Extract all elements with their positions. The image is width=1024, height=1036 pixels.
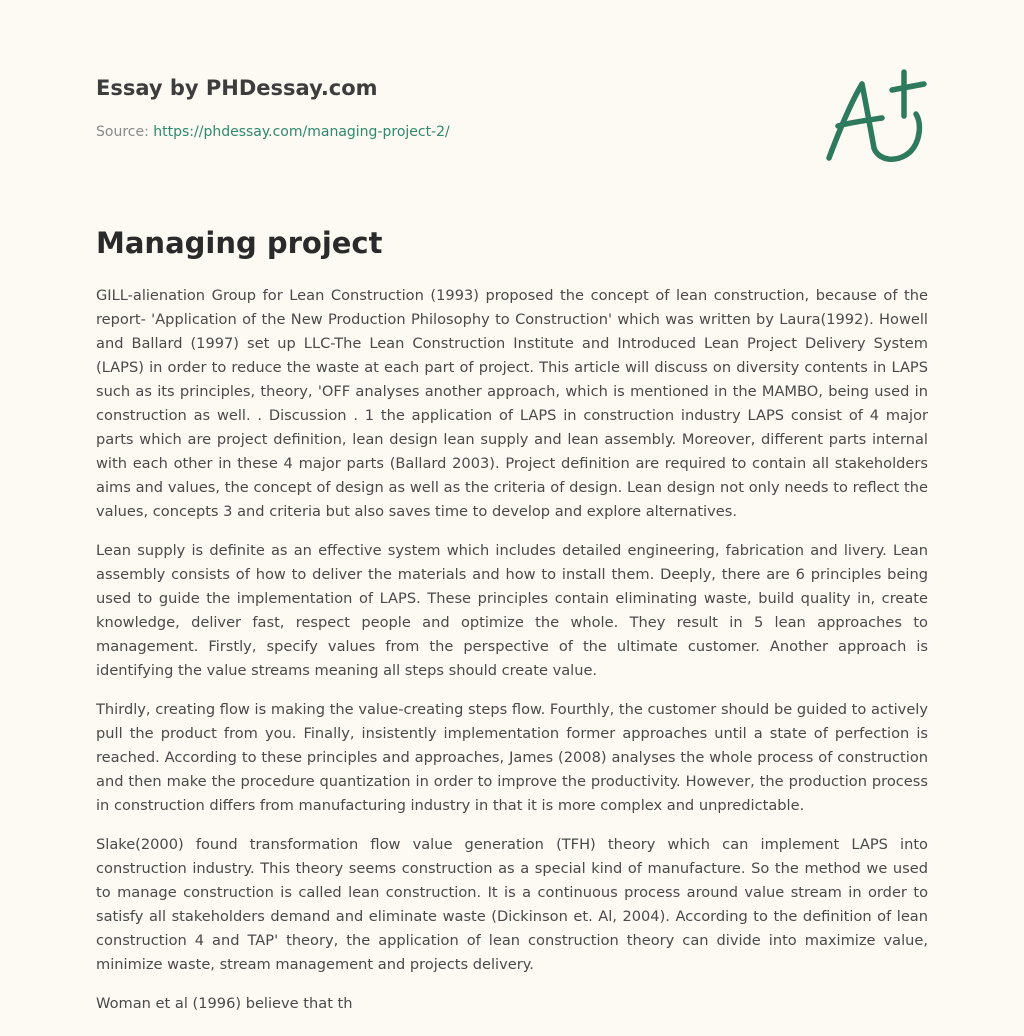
essay-paragraph: Woman et al (1996) believe that th [96,995,353,1012]
a-plus-logo-icon [818,64,934,168]
essay-title: Managing project [96,226,383,260]
source-label: Source: [96,124,154,140]
source-link[interactable]: https://phdessay.com/managing-project-2/ [153,124,450,140]
essay-body [96,284,928,1031]
essay-paragraph: Lean supply is definite as an effective system which includes detailed engineering, fabrication and livery. Lean assembly consists of how to deliver the materials and how to install them. Deeply, there are 6 principles being used to guide the implementation of LAPS. These principles contain eliminating waste, build quality in, create knowledge, deliver fast, respect people and optimize the whole. They result in 5 lean approaches to management. Firstly, specify values from the perspective of the ultimate customer. Another approach is identifying the value streams meaning all steps should create value. [96,542,928,679]
source-line [96,124,450,140]
essay-paragraph: Slake(2000) found transformation flow value generation (TFH) theory which can implement LAPS into construction industry. This theory seems construction as a special kind of manufacture. So the method we used to manage construction is called lean construction. It is a continuous process around value stream in order to satisfy all stakeholders demand and eliminate waste (Dickinson et. Al, 2004). According to the definition of lean construction 4 and TAP' theory, the application of lean construction theory can divide into maximize value, minimize waste, stream management and projects delivery. [96,836,928,973]
site-brand: Essay by PHDessay.com [96,76,378,100]
essay-paragraph: GILL-alienation Group for Lean Construction (1993) proposed the concept of lean construction, because of the report- 'Application of the New Production Philosophy to Construction' which was written by Laura(1992). Howell and Ballard (1997) set up LLC-The Lean Construction Institute and Introduced Lean Project Delivery System (LAPS) in order to reduce the waste at each part of project. This article will discuss on diversity contents in LAPS such as its principles, theory, 'OFF analyses another approach, which is mentioned in the MAMBO, being used in construction as well. . Discussion . 1 the application of LAPS in construction industry LAPS consist of 4 major parts which are project definition, lean design lean supply and lean assembly. Moreover, different parts internal with each other in these 4 major parts (Ballard 2003). Project definition are required to contain all stakeholders aims and values, the concept of design as well as the criteria of design. Lean design not only needs to reflect the values, concepts 3 and criteria but also saves time to develop and explore alternatives. [96,287,928,520]
essay-paragraph: Thirdly, creating flow is making the value-creating steps flow. Fourthly, the customer should be guided to actively pull the product from you. Finally, insistently implementation former approaches until a state of perfection is reached. According to these principles and approaches, James (2008) analyses the whole process of construction and then make the procedure quantization in order to improve the productivity. However, the production process in construction differs from manufacturing industry in that it is more complex and unpredictable. [96,701,928,814]
